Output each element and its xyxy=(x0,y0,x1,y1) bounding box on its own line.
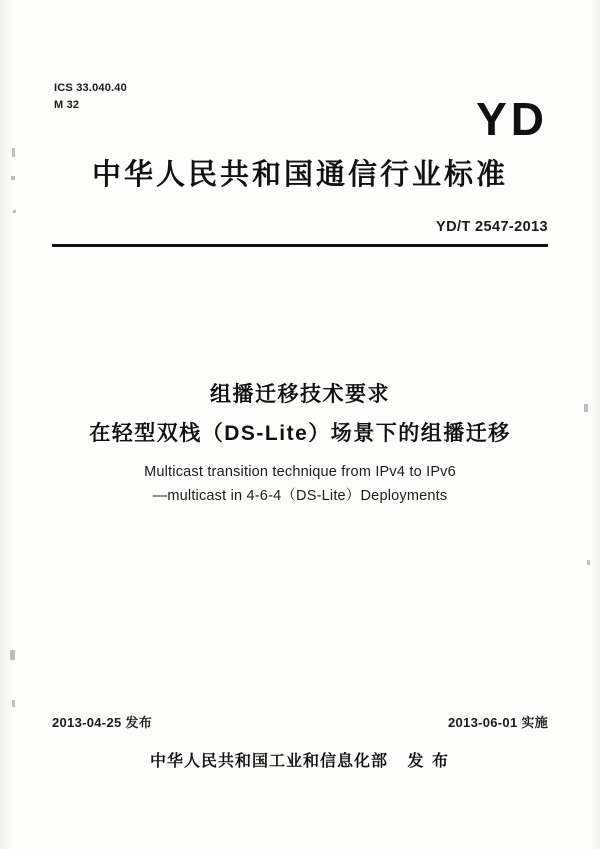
document-title-block xyxy=(0,378,600,505)
standard-number: YD/T 2547-2013 xyxy=(436,219,548,235)
ics-block xyxy=(54,80,127,114)
title-en-line2: —multicast in 4-6-4（DS-Lite）Deployments xyxy=(152,488,448,504)
effective-date: 2013-06-01 实施 xyxy=(447,715,548,730)
yd-logo: YD xyxy=(476,93,548,145)
title-en-line1: Multicast transition technique from IPv4 to IPv6 xyxy=(144,464,456,480)
header-divider xyxy=(52,244,548,247)
issuer-publish-label: 发 布 xyxy=(407,753,450,770)
standard-series-title: 中华人民共和国通信行业标准 xyxy=(91,159,508,191)
title-cn-line2: 在轻型双栈（DS-Lite）场景下的组播迁移 xyxy=(89,422,511,445)
date-row xyxy=(52,712,548,731)
issuer-name: 中华人民共和国工业和信息化部 xyxy=(150,753,389,770)
classification-code: M 32 xyxy=(54,99,80,112)
issuer-line xyxy=(0,748,600,771)
title-cn-line1: 组播迁移技术要求 xyxy=(210,383,390,406)
issue-date: 2013-04-25 发布 xyxy=(52,715,153,730)
ics-code: ICS 33.040.40 xyxy=(54,82,127,94)
